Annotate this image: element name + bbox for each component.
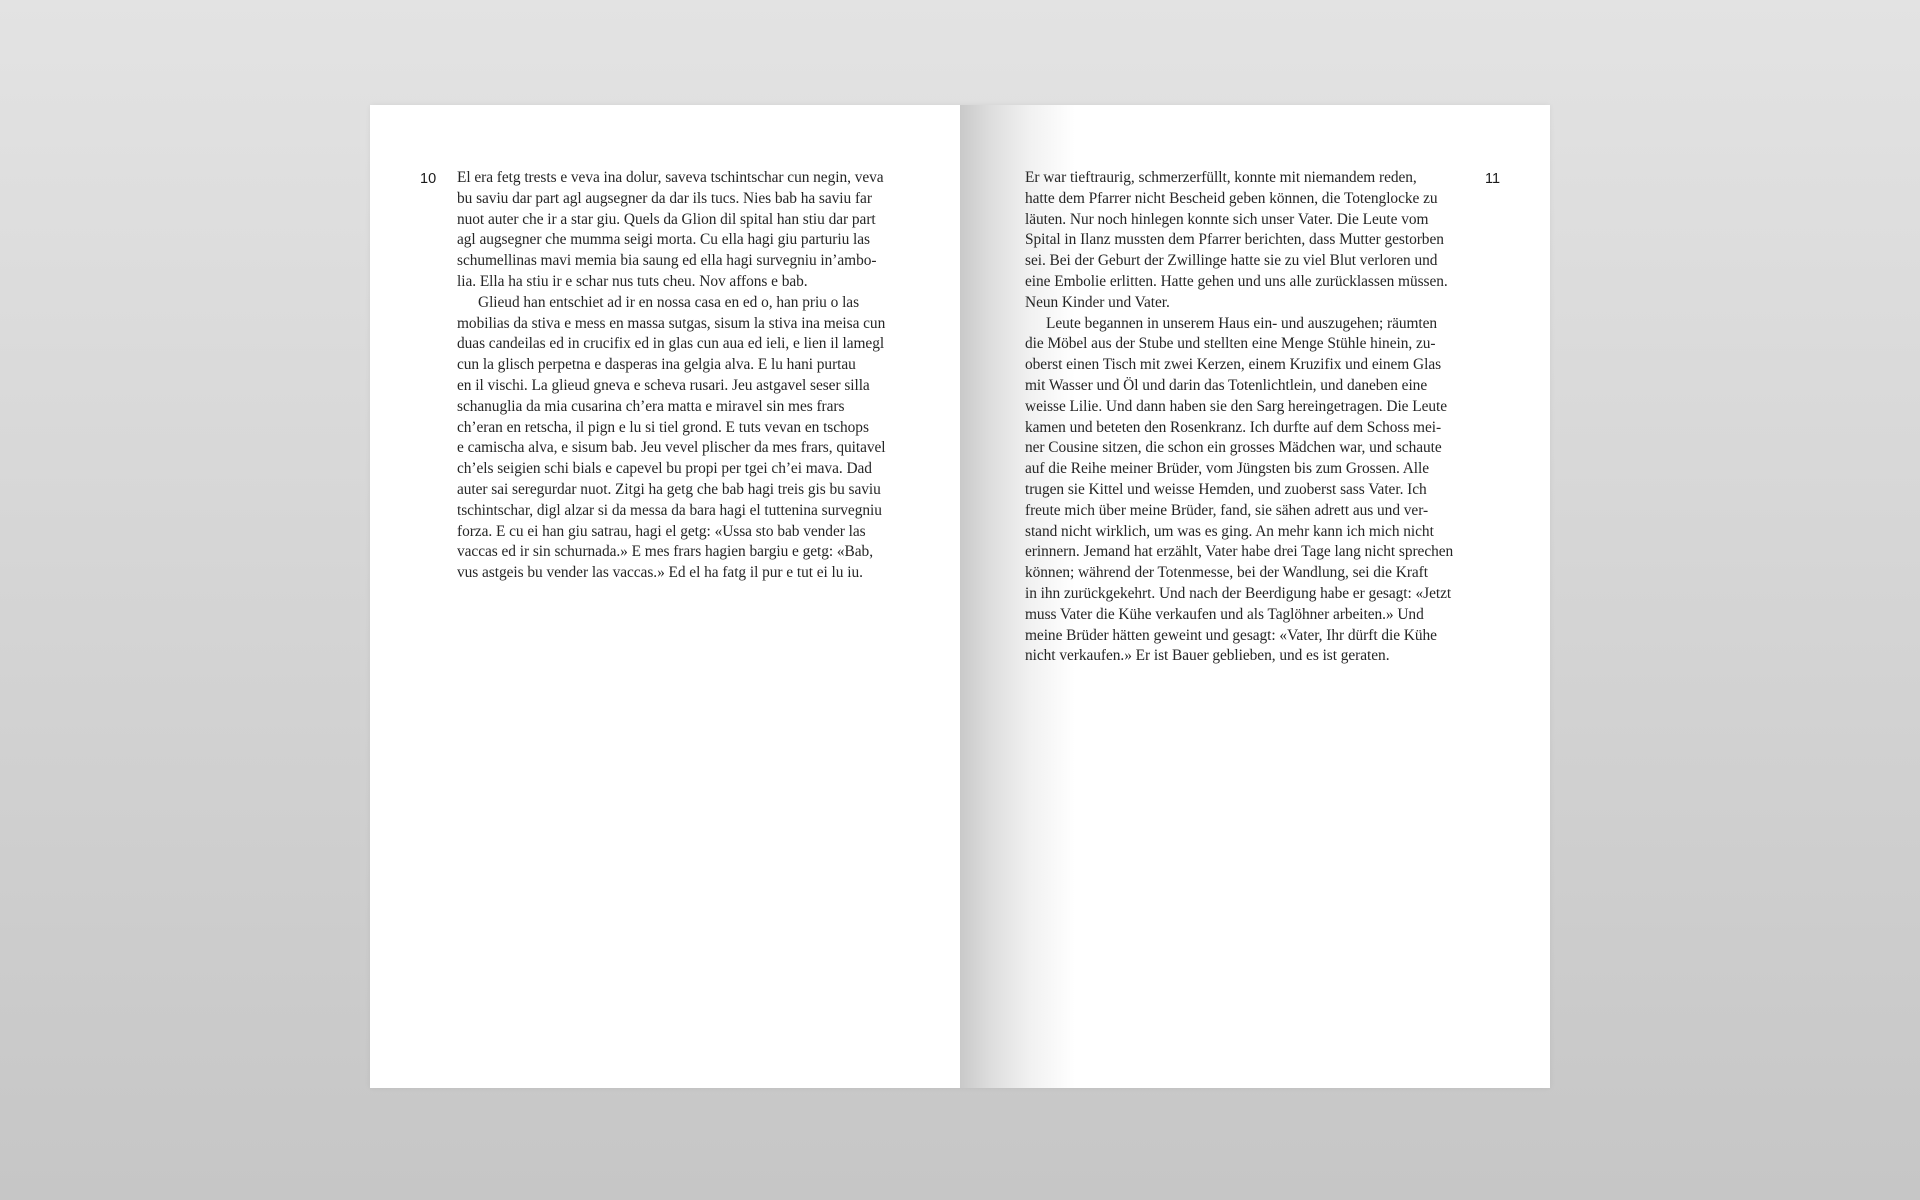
text-line: können; während der Totenmesse, bei der Wandlung, sei die Kraft xyxy=(1025,564,1428,582)
text-line: meine Brüder hätten geweint und gesagt: «Vater, Ihr dürft die Kühe xyxy=(1025,626,1437,644)
text-line: bu saviu dar part agl augsegner da dar ils tucs. Nies bab ha saviu far xyxy=(457,189,872,207)
text-line: tschintschar, digl alzar si da messa da bara hagi el tuttenina survegniu xyxy=(457,501,882,519)
text-line: lia. Ella ha stiu ir e schar nus tuts cheu. Nov affons e bab. xyxy=(457,272,808,290)
text-line: trugen sie Kittel und weisse Hemden, und zuoberst sass Vater. Ich xyxy=(1025,480,1427,498)
text-line: Spital in Ilanz mussten dem Pfarrer berichten, dass Mutter gestorben xyxy=(1025,231,1444,249)
text-line: schanuglia da mia cusarina ch’era matta e miravel sin mes frars xyxy=(457,397,845,415)
text-line: erinnern. Jemand hat erzählt, Vater habe drei Tage lang nicht sprechen xyxy=(1025,543,1454,561)
text-line: oberst einen Tisch mit zwei Kerzen, einem Kruzifix und einem Glas xyxy=(1025,356,1442,374)
text-line: forza. E cu ei han giu satrau, hagi el getg: «Ussa sto bab vender las xyxy=(457,522,866,540)
text-line: nicht verkaufen.» Er ist Bauer geblieben, und es ist geraten. xyxy=(1025,647,1390,665)
text-line: duas candeilas ed in crucifix ed in glas cun aua ed ieli, e lien il lamegl xyxy=(457,335,885,353)
page-number-right: 11 xyxy=(1485,171,1501,187)
text-line: auter sai seregurdar nuot. Zitgi ha getg che bab hagi treis gis bu saviu xyxy=(457,480,881,498)
text-line: freute mich über meine Brüder, fand, sie sähen adrett aus und ver- xyxy=(1025,501,1429,519)
text-line: nuot auter che ir a star giu. Quels da Glion dil spital han stiu dar part xyxy=(457,210,876,228)
text-line: vus astgeis bu vender las vaccas.» Ed el ha fatg il pur e tut ei lu iu. xyxy=(457,564,863,582)
text-line: Neun Kinder und Vater. xyxy=(1025,293,1170,311)
right-page xyxy=(960,105,1550,1088)
text-line: vaccas ed ir sin schurnada.» E mes frars hagien bargiu e getg: «Bab, xyxy=(457,543,873,561)
text-line: ch’els seigien schi bials e capevel bu propi per tgei ch’ei mava. Dad xyxy=(457,460,872,478)
text-line: Glieud han entschiet ad ir en nossa casa en ed o, han priu o las xyxy=(478,293,860,311)
text-line: ch’eran en retscha, il pign e lu si tiel grond. E tuts vevan en tschops xyxy=(457,418,869,436)
text-line: Leute begannen in unserem Haus ein- und auszugehen; räumten xyxy=(1046,314,1438,332)
text-line: weisse Lilie. Und dann haben sie den Sarg hereingetragen. Die Leute xyxy=(1025,397,1448,415)
text-line: auf die Reihe meiner Brüder, vom Jüngsten bis zum Grossen. Alle xyxy=(1025,460,1430,478)
text-line: eine Embolie erlitten. Hatte gehen und uns alle zurücklassen müssen. xyxy=(1025,272,1448,290)
text-line: Er war tieftraurig, schmerzerfüllt, konnte mit niemandem reden, xyxy=(1025,169,1417,186)
text-line: mit Wasser und Öl und darin das Totenlichtlein, und daneben eine xyxy=(1025,376,1428,394)
text-line: läuten. Nur noch hinlegen konnte sich unser Vater. Die Leute vom xyxy=(1025,210,1429,228)
page-number-left: 10 xyxy=(420,171,437,187)
right-page-text xyxy=(1025,168,1470,667)
text-line: mobilias da stiva e mess en massa sutgas, sisum la stiva ina meisa cun xyxy=(457,314,886,332)
text-line: kamen und beteten den Rosenkranz. Ich durfte auf dem Schoss mei- xyxy=(1025,418,1442,436)
text-line: agl augsegner che mumma seigi morta. Cu ella hagi giu parturiu las xyxy=(457,231,870,249)
text-line: en il vischi. La glieud gneva e scheva rusari. Jeu astgavel seser silla xyxy=(457,376,870,394)
text-line: muss Vater die Kühe verkaufen und als Taglöhner arbeiten.» Und xyxy=(1025,605,1424,623)
text-line: ner Cousine sitzen, die schon ein grosses Mädchen war, und schaute xyxy=(1025,439,1442,457)
text-line: schumellinas mavi memia bia saung ed ella hagi survegniu in’ambo- xyxy=(457,252,877,270)
text-line: sei. Bei der Geburt der Zwillinge hatte sie zu viel Blut verloren und xyxy=(1025,252,1438,270)
text-line: El era fetg trests e veva ina dolur, saveva tschintschar cun negin, veva xyxy=(457,169,884,186)
book-spread xyxy=(370,105,1550,1088)
text-line: stand nicht wirklich, um was es ging. An mehr kann ich mich nicht xyxy=(1025,522,1434,540)
text-line: cun la glisch perpetna e dasperas ina gelgia alva. E lu hani purtau xyxy=(457,356,856,374)
text-line: die Möbel aus der Stube und stellten eine Menge Stühle hinein, zu- xyxy=(1025,335,1436,353)
text-line: in ihn zurückgekehrt. Und nach der Beerdigung habe er gesagt: «Jetzt xyxy=(1025,584,1452,602)
left-page xyxy=(370,105,960,1088)
text-line: e camischa alva, e sisum bab. Jeu vevel plischer da mes frars, quitavel xyxy=(457,439,886,457)
text-line: hatte dem Pfarrer nicht Bescheid geben können, die Totenglocke zu xyxy=(1025,189,1438,207)
left-page-text xyxy=(457,168,902,584)
